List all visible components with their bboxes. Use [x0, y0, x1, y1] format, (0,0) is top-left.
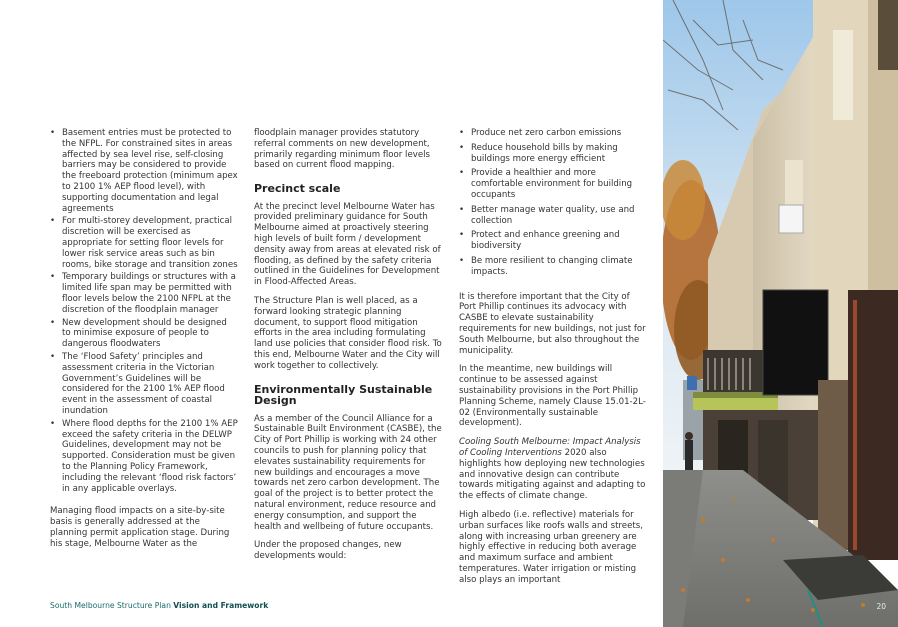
- list-item: • Where flood depths for the 2100 1% AEP exceed the safety criteria in the DELWP Guidelines, development may not be supported. Consideration must be given to the Planning Policy Framework, including the relevant ‘flood risk factors’ in any applicable overlays.: [50, 419, 238, 495]
- text-column-2: [254, 128, 442, 570]
- text-column-1: [50, 128, 238, 557]
- street-photo: [663, 0, 898, 627]
- list-item: • Provide a healthier and more comfortable environment for building occupants: [459, 168, 647, 200]
- list-item: • The ‘Flood Safety’ principles and assessment criteria in the Victorian Government’s Guidelines will be considered for the 2100 1% AEP flood event in the assessment of coastal inundation: [50, 352, 238, 417]
- list-item: • Better manage water quality, use and collection: [459, 205, 647, 227]
- flood-requirements-list: [50, 128, 238, 494]
- paragraph: It is therefore important that the City of Port Phillip continues its advocacy with CASBE to elevate sustainability requirements for new buildings, not just for South Melbourne, but also throughout the municipality.: [459, 291, 646, 356]
- list-item: • Temporary buildings or structures with a limited life span may be permitted with floor levels below the 2100 NFPL at the discretion of the floodplain manager: [50, 272, 238, 315]
- paragraph: In the meantime, new buildings will continue to be assessed against sustainability provisions in the Port Phillip Planning Scheme, namely Clause 15.01-2L-02 (Environmentally sustainable development).: [459, 364, 646, 429]
- list-item: • New development should be designed to minimise exposure of people to dangerous floodwaters: [50, 318, 238, 350]
- footer-text: South Melbourne Structure Plan: [50, 601, 174, 610]
- paragraph: The Structure Plan is well placed, as a forward looking strategic planning document, to support flood mitigation efforts in the area including formulating land use policies that consider flood risk. To this end, Melbourne Water and the City will work together to collectively.: [254, 296, 442, 371]
- page-number: 20: [876, 602, 886, 611]
- development-outcomes-list: [459, 128, 647, 278]
- section-heading: Precinct scale: [254, 182, 341, 196]
- paragraph: Managing flood impacts on a site-by-site basis is generally addressed at the planning permit application stage. During his stage, Melbourne Water as the: [50, 506, 230, 549]
- list-item: • Produce net zero carbon emissions: [459, 128, 647, 139]
- text-column-3: [459, 128, 647, 593]
- paragraph: High albedo (i.e. reflective) materials for urban surfaces like roofs walls and streets, along with increasing urban greenery are highly effective in reducing both average and maximum surface and ambient temperatures. Water irrigation or misting also plays an important: [459, 509, 643, 585]
- footer-bold-text: Vision and Framework: [173, 601, 269, 610]
- paragraph: [459, 437, 647, 502]
- list-item: • Reduce household bills by making buildings more energy efficient: [459, 143, 647, 165]
- footer: [50, 601, 268, 610]
- list-item: • For multi-storey development, practical discretion will be exercised as appropriate for setting floor levels for lower risk service areas such as bin rooms, bike storage and transition zones: [50, 216, 238, 270]
- list-item: • Be more resilient to changing climate impacts.: [459, 256, 647, 278]
- report-title: Cooling South Melbourne: Impact Analysis of Cooling Interventions: [459, 437, 641, 458]
- paragraph: Under the proposed changes, new developments would:: [254, 540, 402, 562]
- paragraph-text: 2020 also highlights how deploying new technologies and innovative design can contribute towards mitigating against and adapting to the effects of climate change.: [459, 447, 646, 502]
- paragraph: floodplain manager provides statutory referral comments on new development, primarily regarding minimum floor levels based on current flood mapping.: [254, 128, 430, 171]
- paragraph: As a member of the Council Alliance for a Sustainable Built Environment (CASBE), the City of Port Phillip is working with 24 other councils to push for planning policy that elevates sustainability requirements for new buildings and encourages a move towards net zero carbon development. The goal of the project is to better protect the natural environment, reduce resource and energy consumption, and support the health and wellbeing of future occupants.: [254, 413, 442, 532]
- list-item: • Protect and enhance greening and biodiversity: [459, 230, 647, 252]
- section-heading: Environmentally Sustainable Design: [254, 382, 433, 408]
- street-photo-illustration: [663, 0, 898, 627]
- list-item: • Basement entries must be protected to the NFPL. For constrained sites in areas affected by sea level rise, self-closing barriers may be considered to provide the freeboard protection (minimum apex to 2100 1% AEP flood level), with supporting documentation and legal agreements: [50, 128, 238, 214]
- paragraph: At the precinct level Melbourne Water has provided preliminary guidance for South Melbourne aimed at proactively steering high levels of built form / development density away from areas at elevated risk of flooding, as defined by the safety criteria outlined in the Guidelines for Development in Flood-Affected Areas.: [254, 201, 441, 288]
